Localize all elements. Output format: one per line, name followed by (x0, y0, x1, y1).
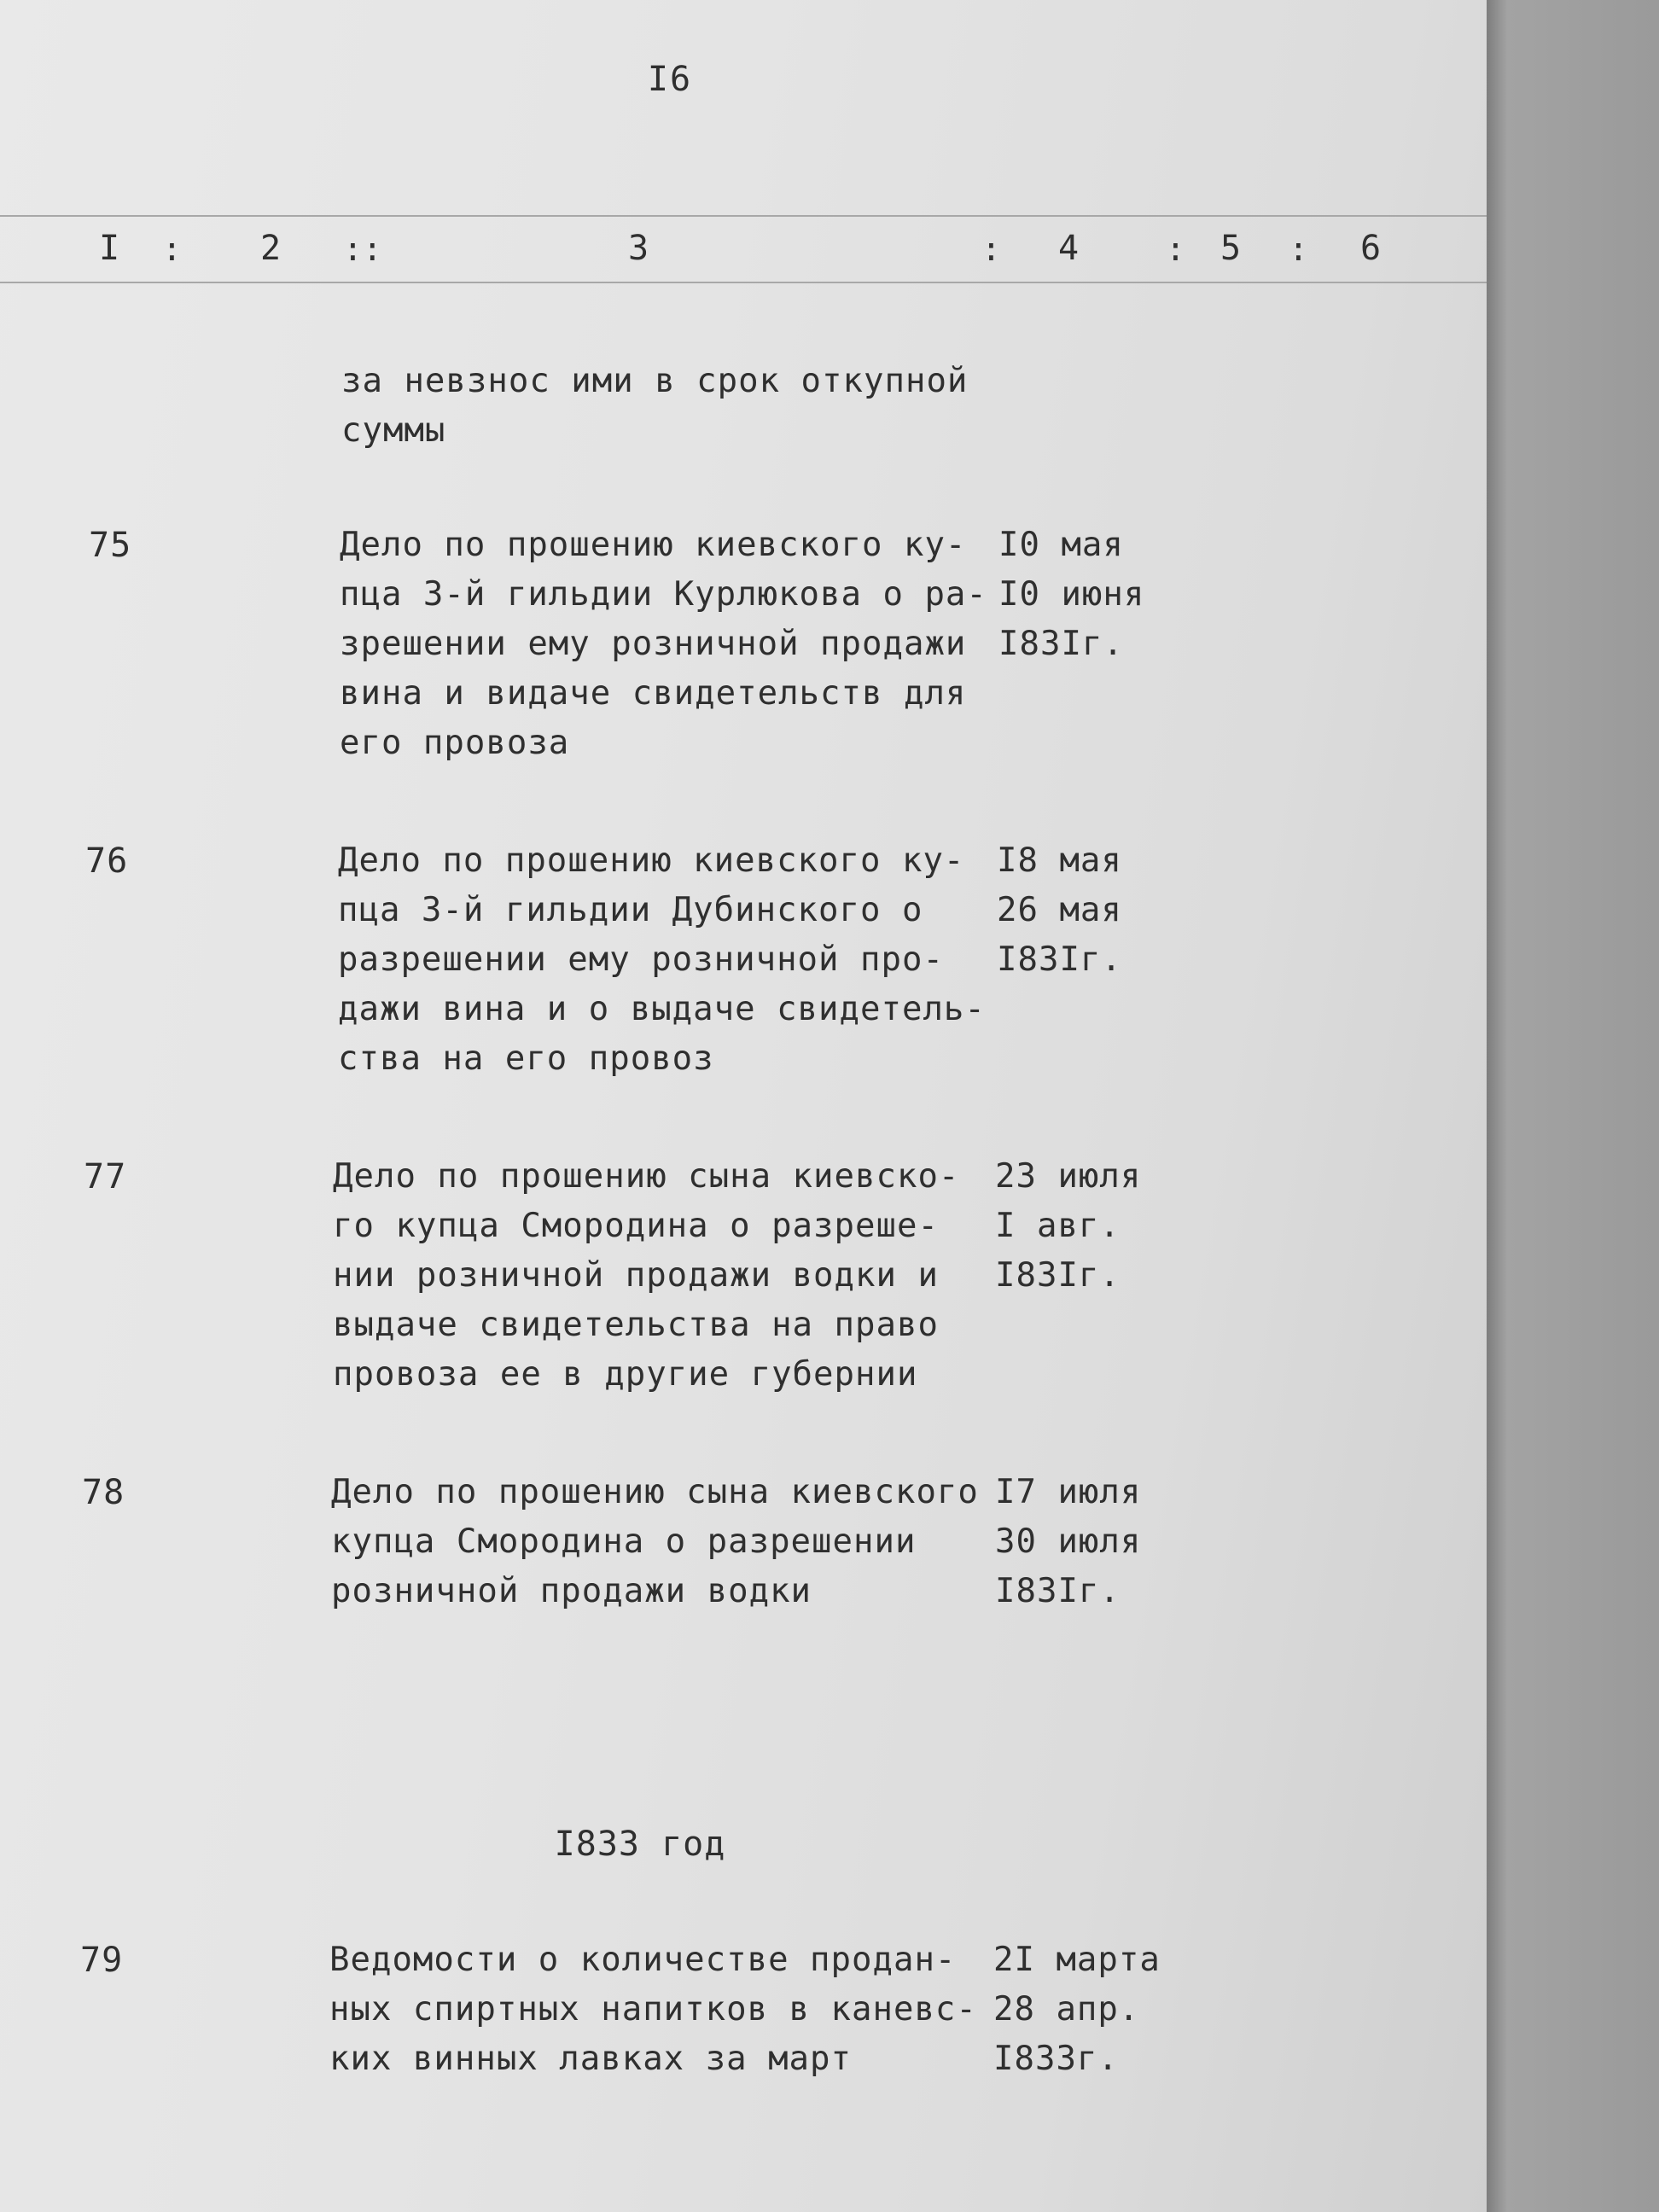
text-line: за невзнос ими в срок откупной (341, 362, 969, 400)
entry-description (331, 1468, 979, 1616)
entry-dates (995, 1468, 1141, 1616)
date-line: 23 июля (995, 1157, 1142, 1196)
column-separator: : (1289, 230, 1308, 268)
column-separator: :: (343, 230, 382, 268)
entry-dates (995, 1152, 1141, 1301)
text-line: дажи вина и о выдаче свидетель- (338, 990, 986, 1028)
text-line: розничной продажи водки (331, 1572, 812, 1610)
date-line: I83Iг. (997, 940, 1122, 979)
column-number-4: 4 (1058, 229, 1080, 268)
entry-number: 76 (85, 841, 129, 881)
page-number: I6 (647, 60, 693, 99)
date-line: I83Iг. (995, 1256, 1121, 1295)
entry-number: 79 (80, 1941, 124, 1980)
text-line: его провоза (340, 724, 570, 762)
text-line: пца 3-й гильдии Курлюкова о ра- (340, 575, 987, 614)
text-line: Дело по прошению киевского ку- (340, 526, 967, 564)
entry-description (338, 836, 986, 1084)
entry-dates (993, 1936, 1161, 2084)
text-line: нии розничной продажи водки и (333, 1256, 939, 1295)
text-line: выдаче свидетельства на право (333, 1306, 939, 1344)
text-line: купца Смородина о разрешении (331, 1522, 917, 1561)
column-number-2: 2 (260, 229, 282, 268)
text-line: провоза ее в другие губернии (333, 1355, 918, 1394)
year-heading: I833 год (554, 1825, 726, 1864)
date-line: I83Iг. (995, 1572, 1121, 1610)
text-line: ства на его провоз (338, 1039, 714, 1078)
text-line: пца 3-й гильдии Дубинского о (338, 891, 923, 929)
column-number-6: 6 (1360, 229, 1382, 268)
text-line: Ведомости о количестве продан- (329, 1941, 957, 1979)
date-line: I0 мая (998, 526, 1124, 564)
continuation-text (341, 357, 968, 456)
entry-dates (997, 836, 1122, 985)
entry-number: 75 (89, 526, 132, 565)
column-number-3: 3 (628, 229, 649, 268)
text-line: ных спиртных напитков в каневс- (329, 1990, 977, 2029)
column-separator: : (162, 230, 182, 268)
text-line: Дело по прошению киевского ку- (338, 841, 965, 880)
date-line: I авг. (995, 1207, 1121, 1245)
entry-dates (998, 521, 1144, 669)
date-line: 2I марта (993, 1941, 1161, 1979)
date-line: 30 июля (995, 1522, 1142, 1561)
date-line: I0 июня (998, 575, 1145, 614)
entry-description (340, 521, 987, 768)
date-line: I833г. (993, 2040, 1119, 2078)
date-line: 26 мая (997, 891, 1122, 929)
entry-number: 78 (82, 1473, 125, 1512)
column-number-5: 5 (1220, 229, 1242, 268)
date-line: 28 апр. (993, 1990, 1140, 2029)
header-rule-bottom (0, 282, 1487, 283)
background-surface (1487, 0, 1659, 2212)
entry-description (329, 1936, 977, 2084)
text-line: Дело по прошению сына киевско- (333, 1157, 960, 1196)
column-separator: : (981, 230, 1001, 268)
entry-description (333, 1152, 959, 1400)
text-line: ких винных лавках за март (329, 2040, 852, 2078)
column-number-1: I (99, 229, 120, 268)
date-line: I8 мая (997, 841, 1122, 880)
date-line: I83Iг. (998, 625, 1124, 663)
text-line: суммы (341, 411, 446, 450)
text-line: разрешении ему розничной про- (338, 940, 944, 979)
text-line: го купца Смородина о разреше- (333, 1207, 939, 1245)
text-line: Дело по прошению сына киевского (331, 1473, 979, 1511)
entry-number: 77 (84, 1157, 127, 1196)
date-line: I7 июля (995, 1473, 1142, 1511)
header-rule-top (0, 215, 1487, 217)
text-line: вина и видаче свидетельств для (340, 674, 967, 713)
column-separator: : (1166, 230, 1185, 268)
text-line: зрешении ему розничной продажи (340, 625, 967, 663)
